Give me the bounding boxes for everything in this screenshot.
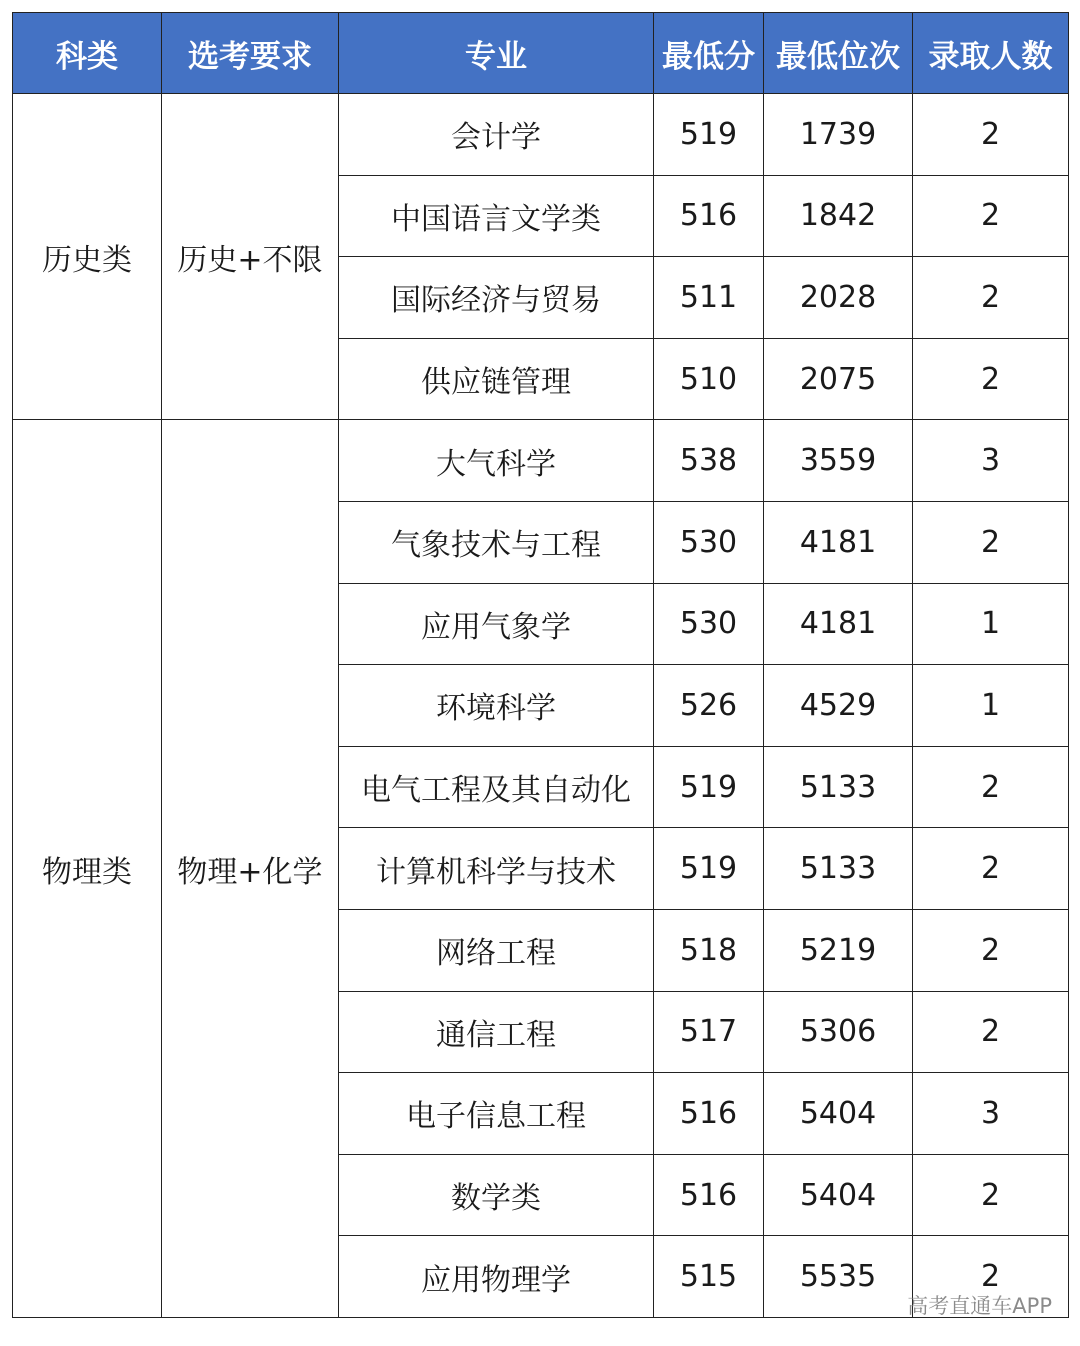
min-rank-cell: 5404 xyxy=(764,1073,913,1155)
min-rank-cell: 2028 xyxy=(764,257,913,339)
min-score-cell: 515 xyxy=(654,1236,764,1318)
min-score-cell: 530 xyxy=(654,501,764,583)
header-category: 科类 xyxy=(13,13,162,94)
admitted-cell: 2 xyxy=(913,501,1069,583)
header-min-rank: 最低位次 xyxy=(764,13,913,94)
major-cell: 环境科学 xyxy=(339,665,654,747)
admitted-cell: 3 xyxy=(913,420,1069,502)
major-cell: 气象技术与工程 xyxy=(339,501,654,583)
min-score-cell: 538 xyxy=(654,420,764,502)
min-score-cell: 516 xyxy=(654,175,764,257)
min-rank-cell: 4529 xyxy=(764,665,913,747)
admitted-cell: 2 xyxy=(913,94,1069,176)
admitted-cell: 2 xyxy=(913,909,1069,991)
major-cell: 国际经济与贸易 xyxy=(339,257,654,339)
min-rank-cell: 5306 xyxy=(764,991,913,1073)
min-rank-cell: 1842 xyxy=(764,175,913,257)
min-score-cell: 516 xyxy=(654,1154,764,1236)
major-cell: 应用气象学 xyxy=(339,583,654,665)
major-cell: 大气科学 xyxy=(339,420,654,502)
min-rank-cell: 5133 xyxy=(764,828,913,910)
admitted-cell: 2 xyxy=(913,338,1069,420)
admitted-cell: 2 xyxy=(913,257,1069,339)
min-rank-cell: 3559 xyxy=(764,420,913,502)
requirement-cell: 物理+化学 xyxy=(162,420,339,1318)
major-cell: 电气工程及其自动化 xyxy=(339,746,654,828)
min-rank-cell: 1739 xyxy=(764,94,913,176)
admitted-cell: 2 xyxy=(913,746,1069,828)
min-score-cell: 511 xyxy=(654,257,764,339)
min-score-cell: 510 xyxy=(654,338,764,420)
min-rank-cell: 4181 xyxy=(764,583,913,665)
category-cell: 物理类 xyxy=(13,420,162,1318)
admitted-cell: 2 xyxy=(913,991,1069,1073)
header-major: 专业 xyxy=(339,13,654,94)
admitted-cell: 3 xyxy=(913,1073,1069,1155)
min-rank-cell: 5219 xyxy=(764,909,913,991)
min-score-cell: 526 xyxy=(654,665,764,747)
table-row xyxy=(13,94,1069,176)
admitted-cell: 1 xyxy=(913,665,1069,747)
admitted-cell: 2 xyxy=(913,828,1069,910)
min-rank-cell: 5133 xyxy=(764,746,913,828)
min-score-cell: 516 xyxy=(654,1073,764,1155)
category-cell: 历史类 xyxy=(13,94,162,420)
table-body xyxy=(13,94,1069,1318)
min-rank-cell: 5404 xyxy=(764,1154,913,1236)
header-min-score: 最低分 xyxy=(654,13,764,94)
min-rank-cell: 2075 xyxy=(764,338,913,420)
major-cell: 数学类 xyxy=(339,1154,654,1236)
admitted-cell: 1 xyxy=(913,583,1069,665)
watermark: 高考直通车APP xyxy=(907,1294,1052,1318)
min-score-cell: 517 xyxy=(654,991,764,1073)
min-score-cell: 530 xyxy=(654,583,764,665)
min-score-cell: 519 xyxy=(654,828,764,910)
major-cell: 供应链管理 xyxy=(339,338,654,420)
header-requirement: 选考要求 xyxy=(162,13,339,94)
major-cell: 计算机科学与技术 xyxy=(339,828,654,910)
major-cell: 会计学 xyxy=(339,94,654,176)
min-score-cell: 519 xyxy=(654,94,764,176)
table-header xyxy=(13,13,1069,94)
admitted-cell: 2 xyxy=(913,1154,1069,1236)
major-cell: 应用物理学 xyxy=(339,1236,654,1318)
min-rank-cell: 4181 xyxy=(764,501,913,583)
min-rank-cell: 5535 xyxy=(764,1236,913,1318)
header-admitted: 录取人数 xyxy=(913,13,1069,94)
requirement-cell: 历史+不限 xyxy=(162,94,339,420)
major-cell: 网络工程 xyxy=(339,909,654,991)
admission-table xyxy=(12,12,1069,1318)
table-row xyxy=(13,420,1069,502)
admitted-cell: 2 xyxy=(913,175,1069,257)
major-cell: 通信工程 xyxy=(339,991,654,1073)
major-cell: 中国语言文学类 xyxy=(339,175,654,257)
min-score-cell: 519 xyxy=(654,746,764,828)
admitted-cell: 2 xyxy=(913,1236,1069,1318)
major-cell: 电子信息工程 xyxy=(339,1073,654,1155)
min-score-cell: 518 xyxy=(654,909,764,991)
